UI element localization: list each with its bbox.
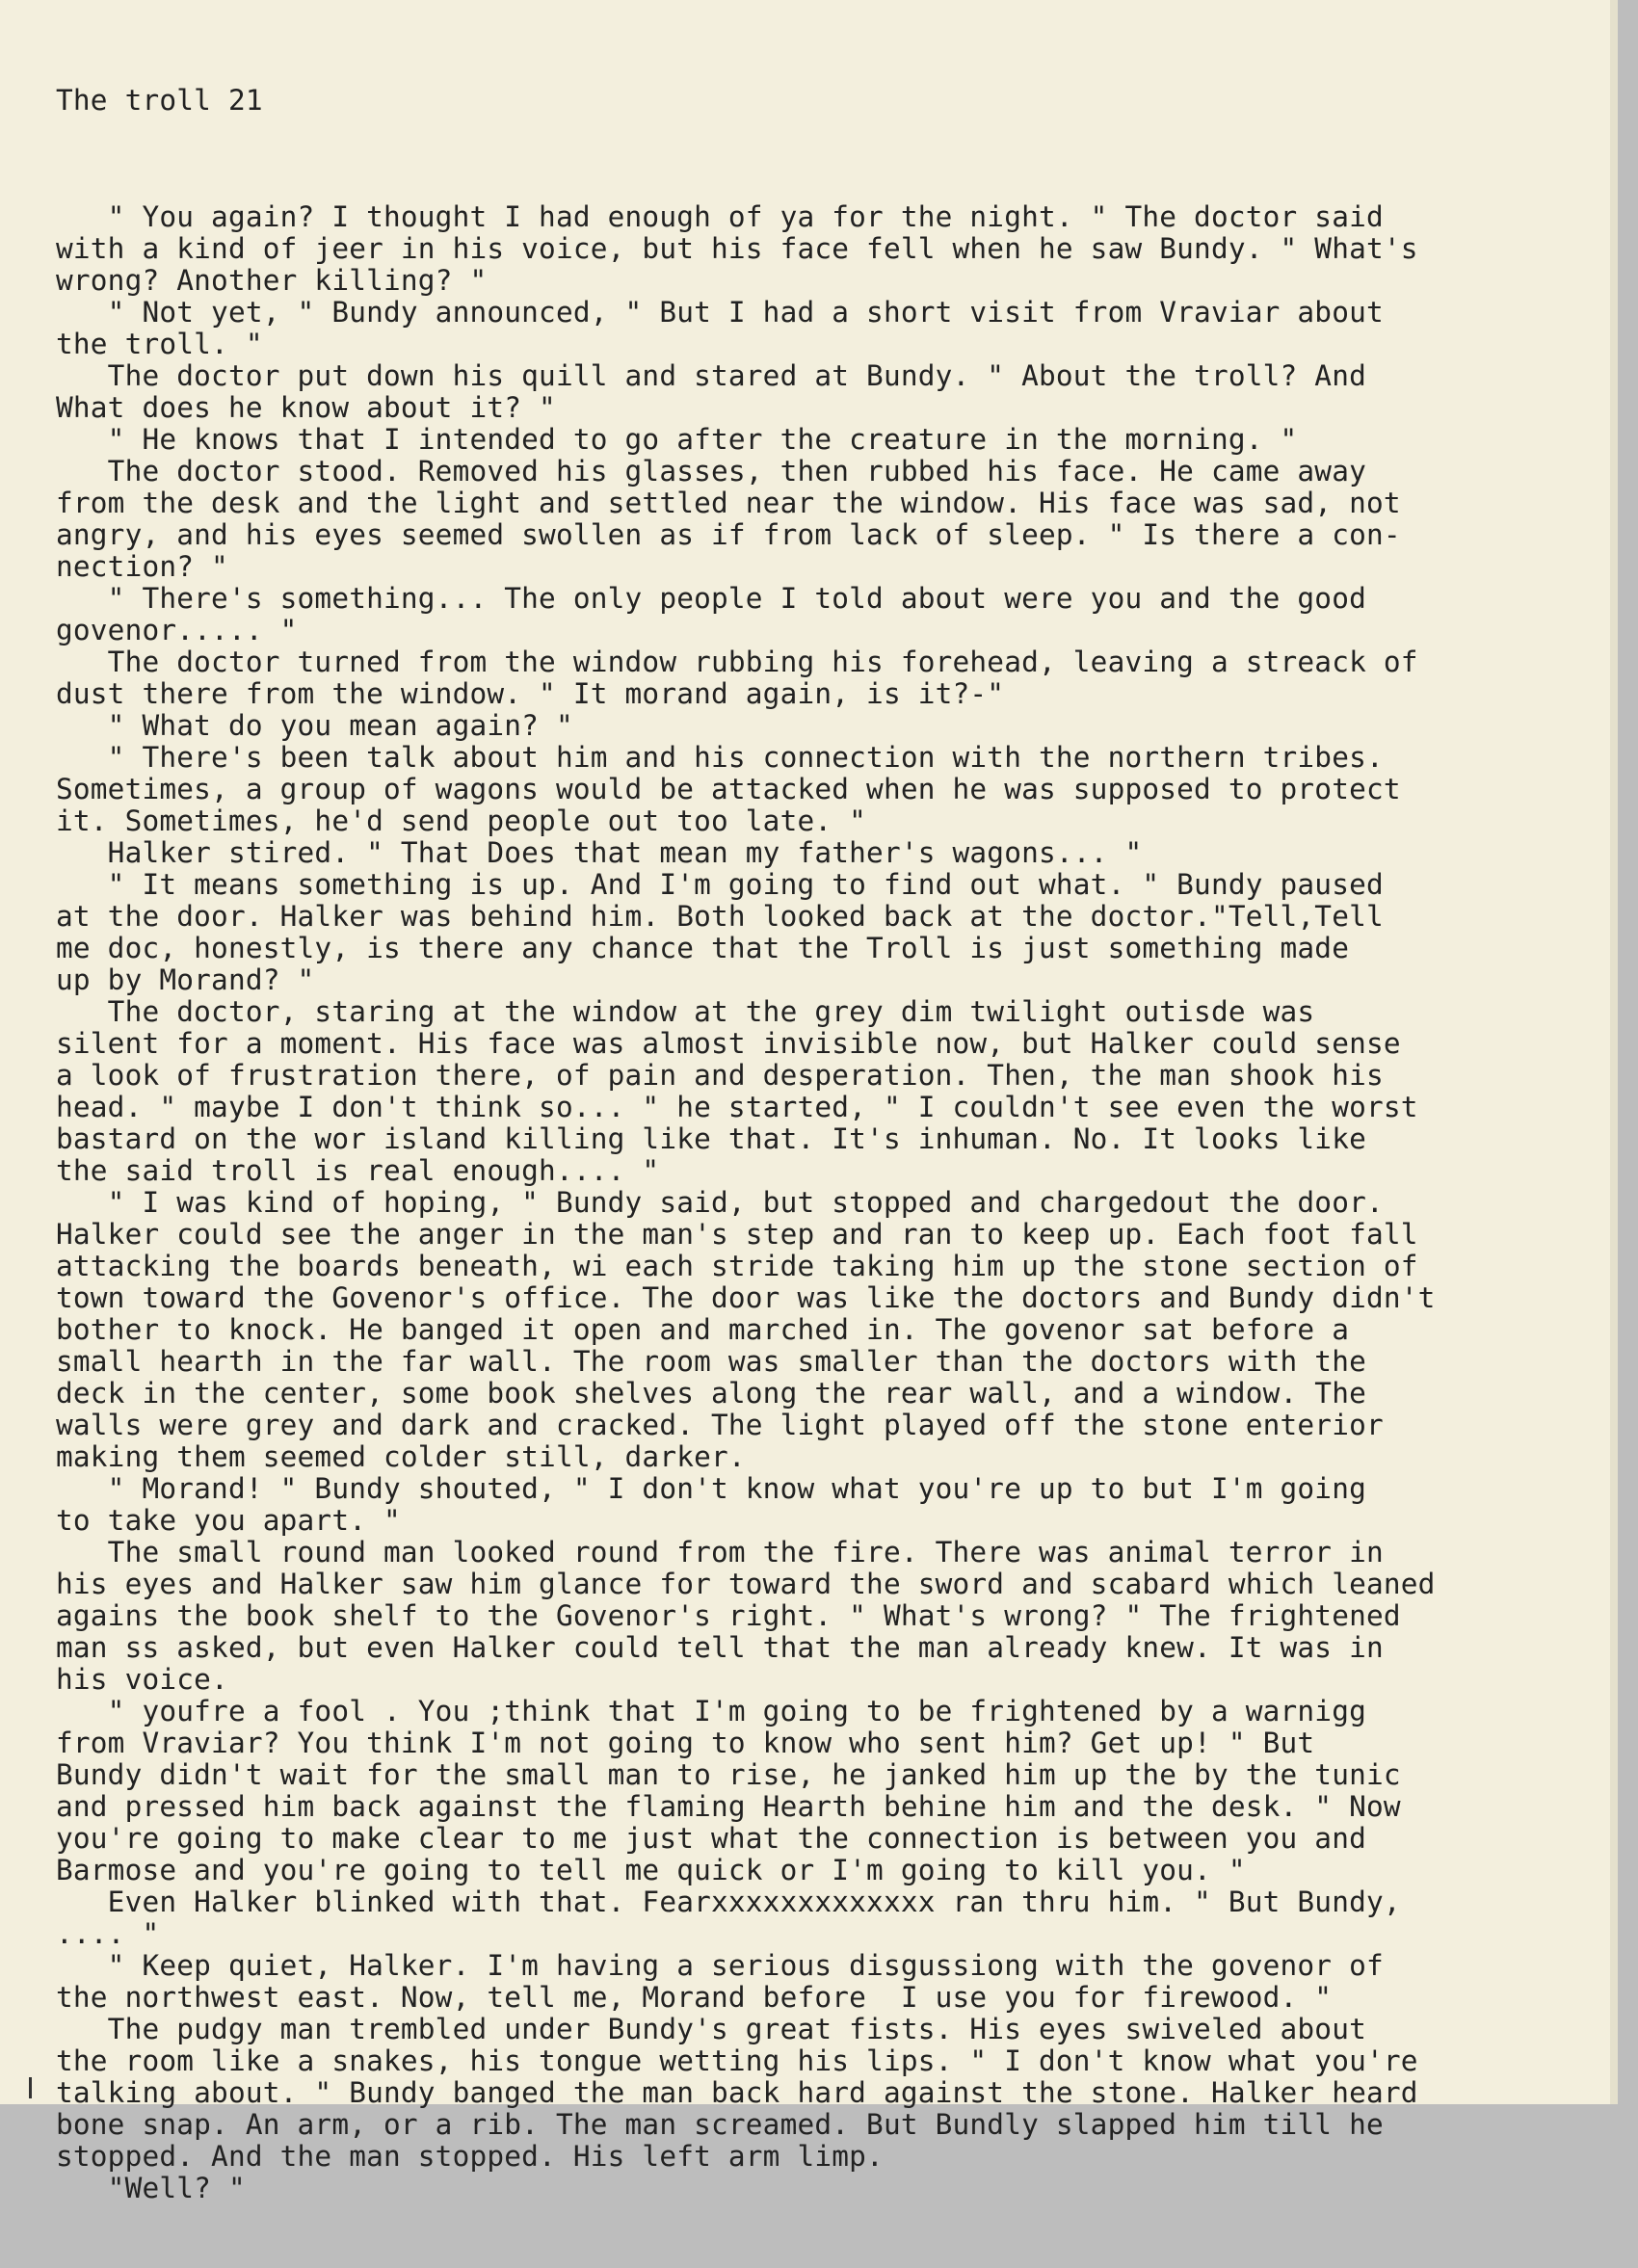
text-line: The doctor, staring at the window at the grey dim twilight outisde was — [56, 995, 1315, 1028]
text-line: agains the book shelf to the Govenor's right. " What's wrong? " The frightened — [56, 1599, 1401, 1632]
text-line: a look of frustration there, of pain and desperation. Then, the man shook his — [56, 1059, 1384, 1092]
text-line: the said troll is real enough.... " — [56, 1154, 660, 1187]
text-line: with a kind of jeer in his voice, but his face fell when he saw Bundy. " What's — [56, 232, 1418, 265]
text-line: "Well? " — [56, 2172, 246, 2204]
text-line: nection? " — [56, 550, 228, 583]
text-line: bastard on the wor island killing like that. It's inhuman. No. It looks like — [56, 1122, 1366, 1155]
text-line: " What do you mean again? " — [56, 709, 573, 742]
text-line: making them seemed colder still, darker. — [56, 1440, 746, 1473]
text-line: " Morand! " Bundy shouted, " I don't know what you're up to but I'm going — [56, 1472, 1366, 1505]
text-line: " He knows that I intended to go after the creature in the morning. " — [56, 423, 1298, 456]
page-body — [56, 21, 1617, 2268]
text-line: his voice. — [56, 1663, 228, 1696]
text-line: at the door. Halker was behind him. Both looked back at the doctor."Tell,Tell — [56, 900, 1384, 933]
text-line: from the desk and the light and settled near the window. His face was sad, not — [56, 487, 1401, 519]
text-line: Even Halker blinked with that. Fearxxxxxxxxxxxxx ran thru him. " But Bundy, — [56, 1886, 1401, 1918]
text-line: you're going to make clear to me just what the connection is between you and — [56, 1822, 1366, 1855]
text-line: Sometimes, a group of wagons would be attacked when he was supposed to protect — [56, 773, 1401, 805]
text-line: Halker could see the anger in the man's step and ran to keep up. Each foot fall — [56, 1218, 1418, 1251]
text-line: Bundy didn't wait for the small man to rise, he janked him up the by the tunic — [56, 1758, 1401, 1791]
text-line: " It means something is up. And I'm going to find out what. " Bundy paused — [56, 868, 1384, 901]
text-line: and pressed him back against the flaming Hearth behine him and the desk. " Now — [56, 1790, 1401, 1823]
text-line: it. Sometimes, he'd send people out too late. " — [56, 804, 867, 837]
text-line: his eyes and Halker saw him glance for toward the sword and scabard which leaned — [56, 1568, 1436, 1600]
text-line: " There's been talk about him and his connection with the northern tribes. — [56, 741, 1384, 774]
text-line: Halker stired. " That Does that mean my father's wagons... " — [56, 836, 1143, 869]
page-header: The troll 21 — [56, 84, 263, 117]
text-line: " There's something... The only people I told about were you and the good — [56, 582, 1366, 615]
text-line: " youfre a fool . You ;think that I'm going to be frightened by a warnigg — [56, 1695, 1366, 1727]
text-line: The doctor put down his quill and stared at Bundy. " About the troll? And — [56, 359, 1366, 392]
text-line: What does he know about it? " — [56, 391, 556, 424]
text-line: bone snap. An arm, or a rib. The man screamed. But Bundly slapped him till he — [56, 2108, 1384, 2141]
text-line: walls were grey and dark and cracked. The light played off the stone enterior — [56, 1409, 1384, 1441]
text-line: man ss asked, but even Halker could tell that the man already knew. It was in — [56, 1631, 1384, 1664]
text-line: attacking the boards beneath, wi each stride taking him up the stone section of — [56, 1250, 1418, 1282]
text-line: " I was kind of hoping, " Bundy said, but stopped and chargedout the door. — [56, 1186, 1384, 1219]
text-line: wrong? Another killing? " — [56, 264, 488, 297]
text-line: to take you apart. " — [56, 1504, 401, 1537]
text-line: govenor..... " — [56, 614, 298, 646]
text-line: small hearth in the far wall. The room was smaller than the doctors with the — [56, 1345, 1366, 1378]
text-line: The small round man looked round from the fire. There was animal terror in — [56, 1536, 1384, 1569]
text-line: talking about. " Bundy banged the man back hard against the stone. Halker heard — [56, 2076, 1418, 2109]
text-line: .... " — [56, 1917, 160, 1950]
text-line: from Vraviar? You think I'm not going to know who sent him? Get up! " But — [56, 1727, 1315, 1759]
text-line: " Keep quiet, Halker. I'm having a serious disgussiong with the govenor of — [56, 1949, 1384, 1982]
text-line: The doctor stood. Removed his glasses, then rubbed his face. He came away — [56, 455, 1366, 488]
text-line: the troll. " — [56, 328, 263, 360]
text-line: silent for a moment. His face was almost invisible now, but Halker could sense — [56, 1027, 1401, 1060]
text-line: deck in the center, some book shelves along the rear wall, and a window. The — [56, 1377, 1366, 1410]
text-line: town toward the Govenor's office. The door was like the doctors and Bundy didn't — [56, 1281, 1436, 1314]
text-line: bother to knock. He banged it open and marched in. The govenor sat before a — [56, 1313, 1350, 1346]
text-line: stopped. And the man stopped. His left arm limp. — [56, 2140, 884, 2173]
text-line: me doc, honestly, is there any chance that the Troll is just something made — [56, 932, 1350, 964]
margin-mark — [29, 2077, 32, 2098]
text-line: Barmose and you're going to tell me quick or I'm going to kill you. " — [56, 1854, 1246, 1886]
text-line: The pudgy man trembled under Bundy's great fists. His eyes swiveled about — [56, 2013, 1366, 2045]
text-line: up by Morand? " — [56, 963, 315, 996]
text-line: " Not yet, " Bundy announced, " But I had a short visit from Vraviar about — [56, 296, 1384, 329]
text-line: head. " maybe I don't think so... " he started, " I couldn't see even the worst — [56, 1091, 1418, 1123]
text-line: " You again? I thought I had enough of ya for the night. " The doctor said — [56, 200, 1384, 233]
text-line: The doctor turned from the window rubbing his forehead, leaving a streack of — [56, 646, 1418, 678]
text-line: angry, and his eyes seemed swollen as if from lack of sleep. " Is there a con- — [56, 518, 1401, 551]
manuscript-text — [56, 201, 1617, 2204]
text-line: the room like a snakes, his tongue wetting his lips. " I don't know what you're — [56, 2044, 1418, 2077]
text-line: dust there from the window. " It morand again, is it?-" — [56, 677, 1005, 710]
text-line: the northwest east. Now, tell me, Morand before I use you for firewood. " — [56, 1981, 1333, 2014]
